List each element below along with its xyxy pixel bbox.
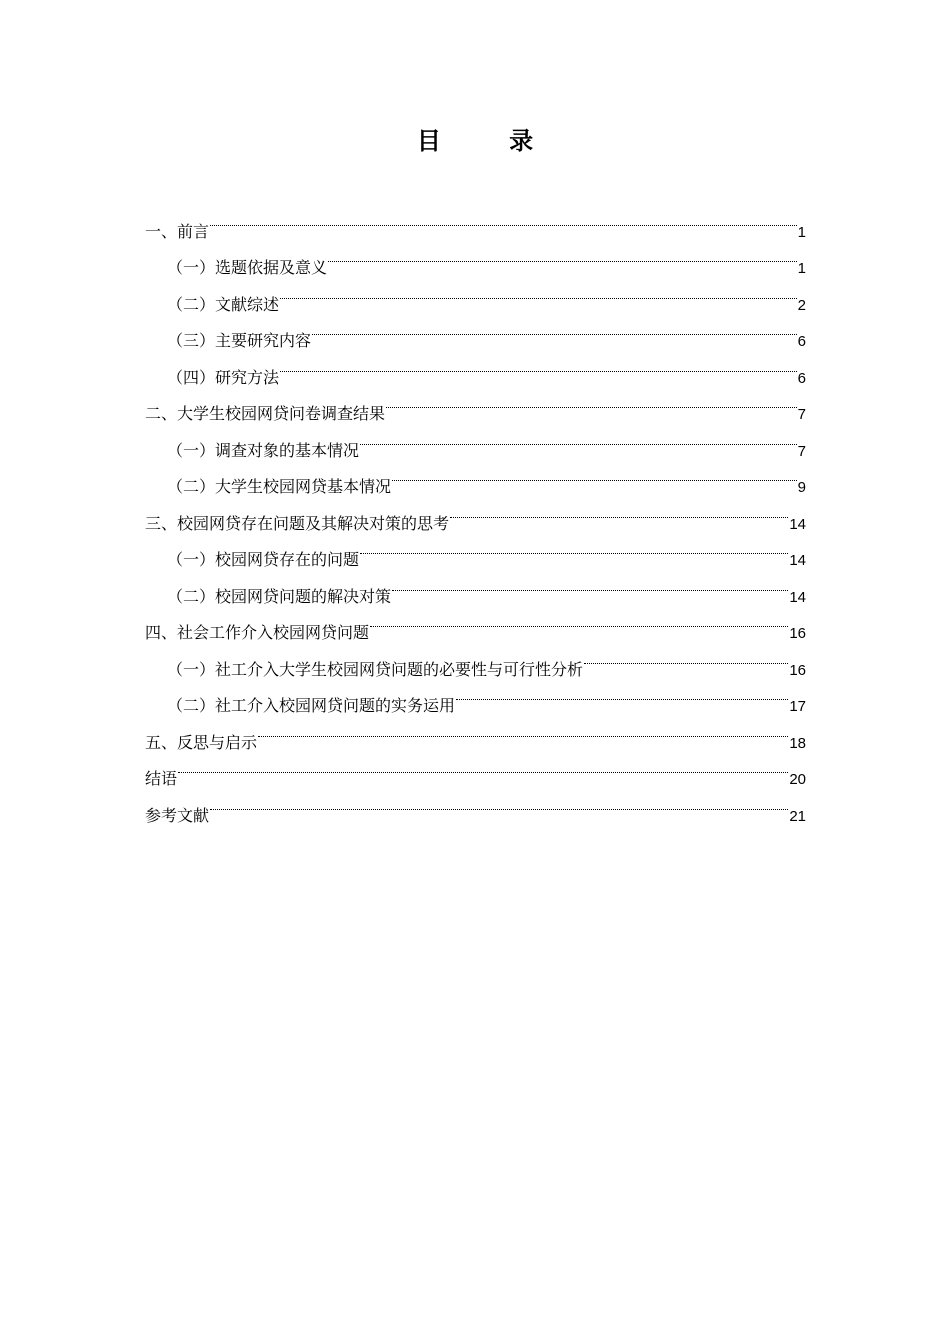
toc-page-number: 1	[797, 260, 806, 277]
dot-leader	[392, 456, 797, 493]
toc-entry-text: 参考文献	[145, 805, 210, 825]
toc-entry-text: （三）主要研究内容	[167, 331, 312, 350]
toc-entry-text: （四）研究方法	[167, 367, 280, 387]
dot-leader	[312, 310, 797, 347]
dot-leader	[360, 419, 797, 456]
table-of-contents	[145, 200, 806, 825]
toc-page-number: 14	[789, 515, 806, 533]
dot-leader	[258, 711, 788, 748]
toc-page-number: 6	[797, 369, 806, 387]
toc-entry-text: （二）文献综述	[167, 294, 280, 314]
toc-entry-text: 五、反思与启示	[145, 732, 258, 752]
toc-page-number: 7	[797, 442, 806, 460]
toc-page-number: 16	[789, 661, 806, 679]
toc-entry-references[interactable]	[145, 784, 806, 825]
dot-leader	[328, 237, 797, 274]
toc-page-number: 1	[797, 223, 806, 241]
toc-entry-text: 结语	[145, 769, 178, 788]
dot-leader	[210, 784, 788, 821]
toc-page-number: 9	[797, 479, 806, 496]
toc-page-number: 18	[789, 734, 806, 752]
toc-entry-text: 三、校园网贷存在问题及其解决对策的思考	[145, 513, 450, 533]
dot-leader	[450, 492, 788, 529]
toc-entry-text: （一）调查对象的基本情况	[167, 440, 360, 460]
toc-entry-text: （二）社工介入校园网贷问题的实务运用	[167, 696, 456, 715]
dot-leader	[280, 346, 797, 383]
dot-leader	[178, 748, 788, 785]
toc-entry-text: （二）大学生校园网贷基本情况	[167, 477, 392, 496]
page-title: 目 录	[416, 127, 564, 155]
toc-page-number: 14	[789, 588, 806, 606]
toc-entry-text: （一）社工介入大学生校园网贷问题的必要性与可行性分析	[167, 659, 584, 679]
toc-page-number: 14	[789, 552, 806, 569]
toc-entry-text: 四、社会工作介入校园网贷问题	[145, 623, 370, 642]
toc-page-number: 21	[789, 807, 806, 825]
dot-leader	[370, 602, 788, 639]
dot-leader	[386, 383, 797, 420]
toc-entry-text: 二、大学生校园网贷问卷调查结果	[145, 404, 386, 423]
toc-entry-text: 一、前言	[145, 221, 210, 241]
toc-page-number: 7	[797, 406, 806, 423]
toc-page-number: 2	[797, 296, 806, 314]
dot-leader	[456, 675, 788, 712]
dot-leader	[280, 273, 797, 310]
toc-page-number: 16	[789, 625, 806, 642]
toc-entry-topic-basis[interactable]	[145, 237, 806, 277]
dot-leader	[392, 565, 788, 602]
dot-leader	[360, 529, 788, 566]
toc-entry-text: （二）校园网贷问题的解决对策	[167, 586, 392, 606]
toc-entry-text: （一）校园网贷存在的问题	[167, 550, 360, 569]
toc-entry-text: （一）选题依据及意义	[167, 258, 328, 277]
toc-page-number: 6	[797, 333, 806, 350]
dot-leader	[210, 200, 797, 237]
toc-entry-preface[interactable]	[145, 200, 806, 241]
toc-page-number: 20	[789, 771, 806, 788]
toc-entry-conclusion[interactable]	[145, 748, 806, 788]
toc-page-number: 17	[789, 698, 806, 715]
dot-leader	[584, 638, 788, 675]
